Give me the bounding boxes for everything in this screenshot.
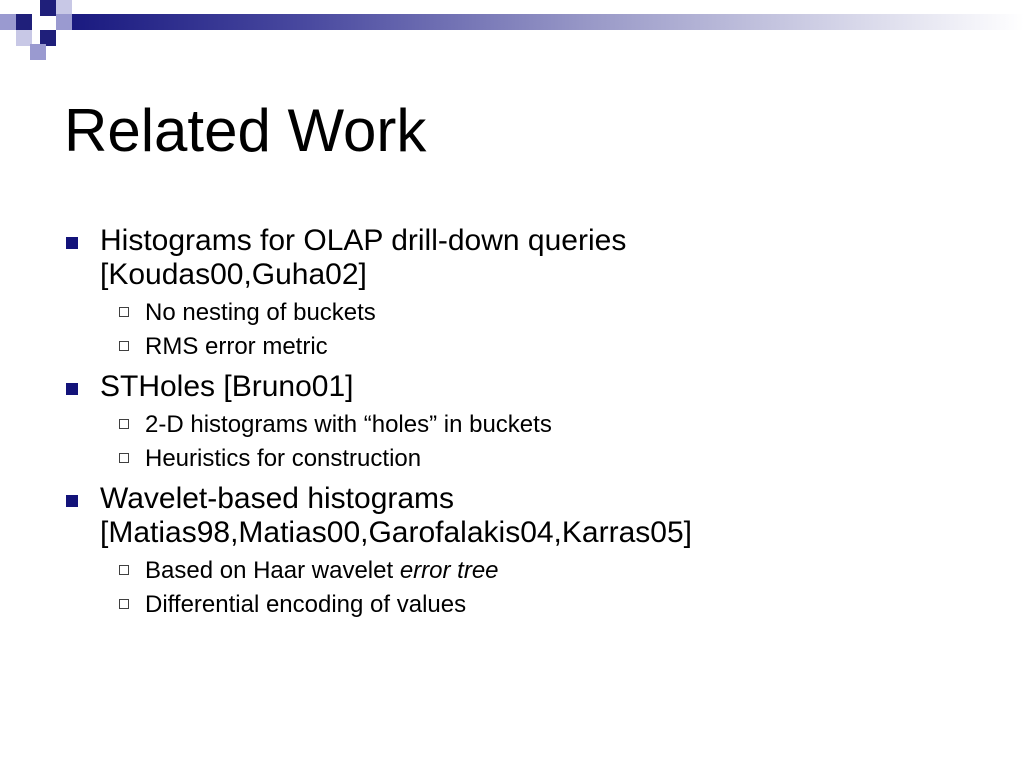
square-bullet-icon <box>66 383 78 395</box>
hollow-square-bullet-icon <box>119 453 129 463</box>
sub-bullet-text: Based on Haar wavelet <box>145 557 400 584</box>
bullet-text: [Matias98,Matias00,Garofalakis04,Karras05] <box>100 516 692 549</box>
slide-title: Related Work <box>64 97 427 164</box>
decor-square <box>30 44 46 60</box>
sub-bullet-item <box>64 296 964 330</box>
hollow-square-bullet-icon <box>119 565 129 575</box>
sub-bullet-item <box>64 408 964 442</box>
square-bullet-icon <box>66 237 78 249</box>
hollow-square-bullet-icon <box>119 307 129 317</box>
sub-bullet-list <box>64 296 964 364</box>
sub-bullet-item <box>64 442 964 476</box>
bullet-text: Wavelet-based histograms <box>100 482 455 515</box>
sub-bullet-list <box>64 408 964 476</box>
bullet-item <box>64 224 964 292</box>
hollow-square-bullet-icon <box>119 599 129 609</box>
decor-square <box>40 0 56 16</box>
bullet-item <box>64 370 964 404</box>
bullet-text: [Koudas00,Guha02] <box>100 258 367 291</box>
sub-bullet-text: Differential encoding of values <box>145 591 467 618</box>
bullet-list <box>64 224 964 628</box>
sub-bullet-text: No nesting of buckets <box>145 299 376 326</box>
bullet-text: Histograms for OLAP drill-down queries <box>100 224 627 257</box>
decor-square <box>16 14 32 30</box>
sub-bullet-text: RMS error metric <box>145 333 328 360</box>
sub-bullet-text: Heuristics for construction <box>145 445 422 472</box>
decor-square <box>0 14 16 30</box>
hollow-square-bullet-icon <box>119 341 129 351</box>
sub-bullet-item <box>64 554 964 588</box>
sub-bullet-text: 2-D histograms with “holes” in buckets <box>145 411 552 438</box>
bullet-text: STHoles [Bruno01] <box>100 370 354 403</box>
decor-square <box>56 14 72 30</box>
bullet-item <box>64 482 964 550</box>
sub-bullet-emphasis: error tree <box>399 557 499 584</box>
hollow-square-bullet-icon <box>119 419 129 429</box>
square-bullet-icon <box>66 495 78 507</box>
header-gradient-band <box>72 14 1024 30</box>
sub-bullet-list <box>64 554 964 622</box>
sub-bullet-item <box>64 588 964 622</box>
sub-bullet-item <box>64 330 964 364</box>
